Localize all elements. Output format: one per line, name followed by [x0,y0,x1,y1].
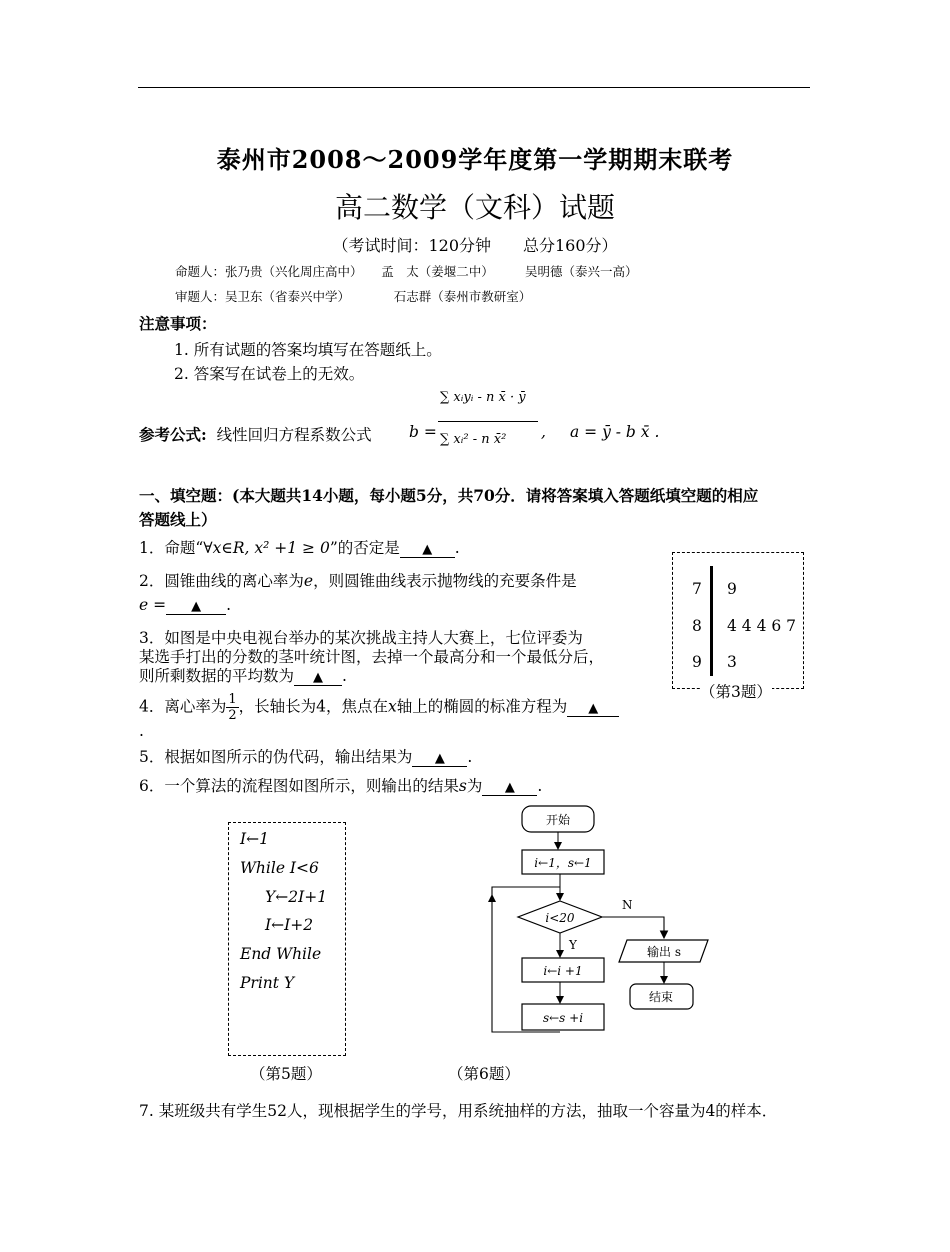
formula-denominator: ∑ xᵢ² - n x̄² [440,432,507,447]
q2-eq: e = [139,596,167,614]
formula-desc: 线性回归方程系数公式 [216,426,372,444]
section-heading: 一、填空题：(本大题共14小题，每小题5分，共70分．请将答案填入答题纸填空题的相应 [139,486,759,505]
formula-label: 参考公式: [139,425,207,444]
notice-heading: 注意事项： [139,314,217,333]
stem: 9 [692,653,702,671]
stem: 8 [692,617,702,635]
flowchart [480,800,720,1050]
question-3-line2: 某选手打出的分数的茎叶统计图，去掉一个最高分和一个最低分后， [139,648,605,666]
formula-b: b = [409,423,437,441]
flowchart-start-label: 开始 [545,813,571,827]
q4-prefix: 4．离心率为 [139,697,227,716]
q2-var: e [303,572,314,590]
leaves: 3 [727,653,737,671]
question-4 [139,692,619,723]
question-7: 7. 某班级共有学生52人，现根据学生的学号，用系统抽样的方法，抽取一个容量为4的样本． [139,1102,778,1120]
answer-triangle-icon: ▲ [191,599,202,614]
formula-numerator: ∑ xᵢyᵢ - n x̄ · ȳ [440,390,526,405]
q2-suffix: ，则圆锥曲线表示抛物线的充要条件是 [313,572,577,590]
notice-item: 2. 答案写在试卷上的无效。 [174,365,365,383]
pseudocode-box [228,822,346,1056]
fraction-numerator: 1 [228,692,237,707]
q6-suffix: 为 [466,777,483,795]
q5-text: 5．根据如图所示的伪代码，输出结果为 [139,748,413,766]
answer-triangle-icon: ▲ [313,670,324,685]
q4-var: x [388,697,397,716]
flowchart-step-i-label: i←i +1 [543,964,583,978]
stem-leaf-divider [710,566,713,676]
answer-blank [166,596,226,615]
q2-text: 2．圆锥曲线的离心率为 [139,572,304,590]
flowchart-yes-label: Y [569,938,577,952]
q6-text: 6．一个算法的流程图如图所示，则输出的结果 [139,777,459,795]
pseudocode-line: While I<6 [240,859,319,877]
figure-caption: （第6题） [448,1065,520,1083]
q4-fraction [226,692,238,723]
answer-blank [412,748,467,767]
q4-mid: ，长轴长为4，焦点在 [238,697,389,716]
pseudocode-line: I←I+2 [265,916,314,934]
q3-suffix: 则所剩数据的平均数为 [139,667,295,685]
answer-blank [294,667,342,686]
formula-block [139,423,372,445]
question-6: 6．一个算法的流程图如图所示，则输出的结果s为 ▲ . [139,777,543,795]
top-rule [138,87,810,88]
flowchart-output-label: 输出 s [647,945,681,959]
q1-suffix: ”的否定是 [329,539,400,557]
question-3-line3: 则所剩数据的平均数为 ▲ . [139,667,347,685]
question-2 [139,569,577,591]
fraction-denominator: 2 [228,708,237,723]
formula-a: a = ȳ - b x̄ . [570,423,660,441]
question-1: 1．命题“∀x∈R, x² +1 ≥ 0”的否定是 ▲ . [139,539,460,557]
answer-blank [567,698,619,717]
pseudocode-line: I←1 [240,830,269,848]
answer-triangle-icon: ▲ [588,700,599,716]
proposers: 命题人：张乃贵（兴化周庄高中） 孟 太（姜堰二中） 吴明德（泰兴一高） [175,264,638,279]
q4-period: . [139,722,144,740]
answer-triangle-icon: ▲ [504,780,515,795]
notice-item: 1. 所有试题的答案均填写在答题纸上。 [174,341,442,359]
exam-subtitle: 高二数学（文科）试题 [334,191,615,224]
reviewers: 审题人：吴卫东（省泰兴中学） 石志群（泰州市教研室） [175,289,532,304]
answer-triangle-icon: ▲ [422,542,433,557]
pseudocode-line: Print Y [240,974,295,992]
section-heading-cont: 答题线上） [139,510,217,529]
stem: 7 [692,580,702,598]
formula-comma: , [541,423,546,441]
answer-blank [400,539,455,558]
flowchart-decision-label: i<20 [545,911,575,925]
question-2-answer: e = ▲ . [139,596,232,614]
flowchart-no-label: N [622,898,633,912]
leaves: 4 4 4 6 7 [727,617,797,635]
q1-prefix: 1．命题“ [139,539,204,557]
q6-var: s [458,777,467,795]
answer-blank [482,777,537,796]
q1-formula: ∀x∈R, x² +1 ≥ 0 [203,539,330,557]
fraction-bar [438,421,538,422]
question-3-line1: 3．如图是中央电视台举办的某次挑战主持人大赛上，七位评委为 [139,629,583,647]
flowchart-init-label: i←1，s←1 [534,856,592,870]
figure-caption: （第5题） [250,1065,322,1083]
q4-suffix: 轴上的椭圆的标准方程为 [396,697,568,716]
pseudocode-line: Y←2I+1 [265,888,328,906]
leaves: 9 [727,580,737,598]
question-5: 5．根据如图所示的伪代码，输出结果为 ▲ . [139,748,473,766]
answer-triangle-icon: ▲ [434,751,445,766]
exam-info: （考试时间：120分钟 总分160分） [332,236,618,255]
flowchart-step-s-label: s←s +i [542,1011,584,1025]
exam-title: 泰州市2008～2009学年度第一学期期末联考 [216,145,734,174]
formula-fraction [438,390,538,447]
flowchart-end-label: 结束 [648,990,674,1004]
pseudocode-line: End While [240,945,322,963]
figure-caption: （第3题） [700,680,772,702]
